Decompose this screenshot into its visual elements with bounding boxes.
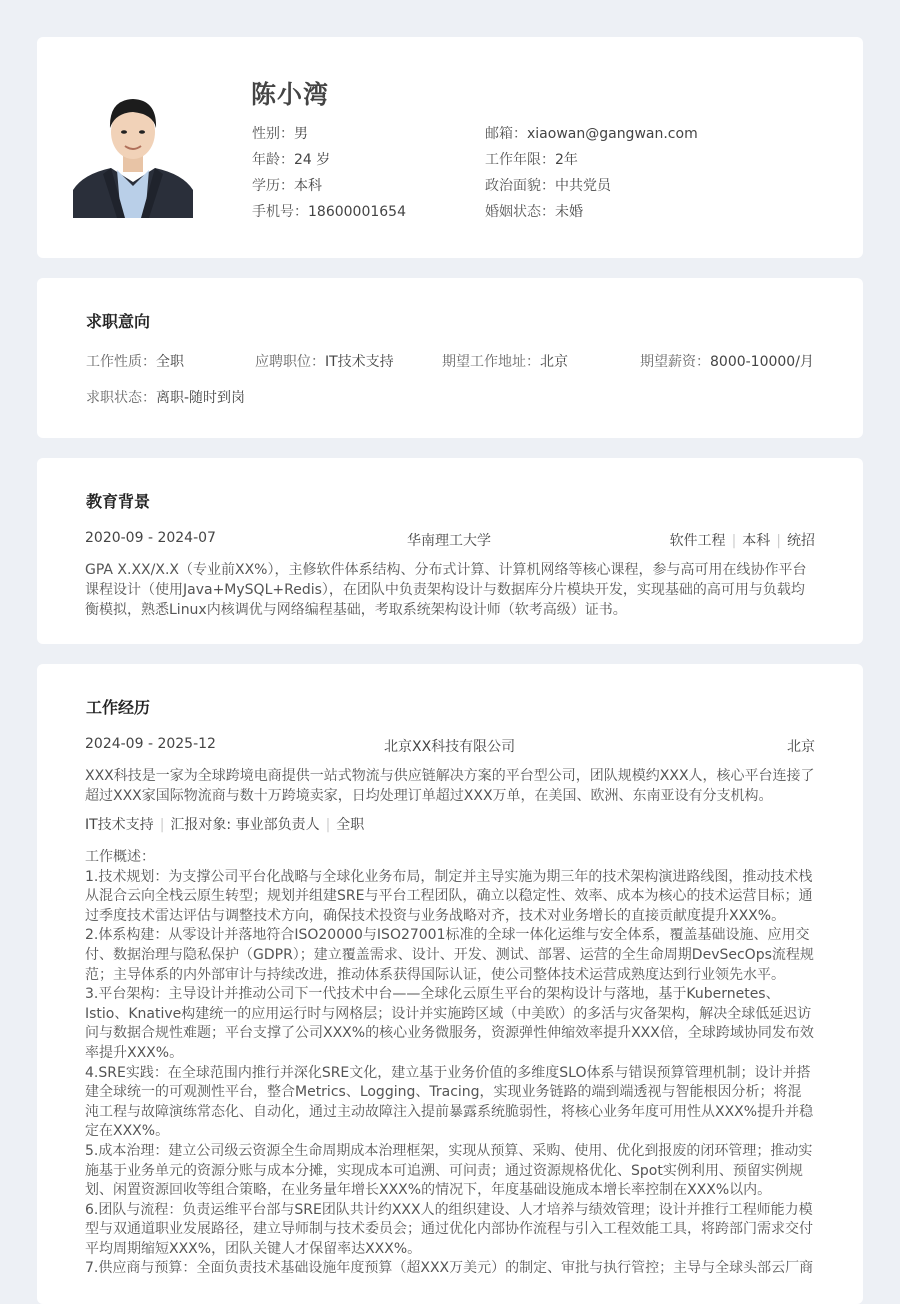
education-description: GPA X.XX/X.X（专业前XX%），主修软件体系结构、分布式计算、计算机网络等核心课程，参与高可用在线协作平台课程设计（使用Java+MySQL+Redis），在团队中负责架构设计与数据库分片模块开发，实现基础的高可用与负载均衡模拟，熟悉Linux内核调优与网络编程基础，考取系统架构设计师（软考高级）证书。 <box>85 562 807 618</box>
education-title: 教育背景 <box>86 492 151 511</box>
separator: | <box>731 533 737 549</box>
job-role: IT技术支持 <box>85 817 154 833</box>
phone-value: 18600001654 <box>308 204 406 220</box>
enrollment-type: 统招 <box>787 533 815 549</box>
separator: | <box>159 817 165 833</box>
job-intent-title: 求职意向 <box>86 312 151 331</box>
marital-label: 婚姻状态： <box>485 204 555 220</box>
marital-info <box>485 201 583 221</box>
duty-item: 4.SRE实践：在全球范围内推行并深化SRE文化，建立基于业务价值的多维度SLO体系与错误预算管理机制；设计并搭建全球统一的可观测性平台，整合Metrics、Logging、Tracing，实现业务链路的端到端透视与智能根因分析；将混沌工程与故障演练常态化、自动化，通过主动故障注入提前暴露系统脆弱性，将核心业务年度可用性从XXX%提升并稳定在XXX%。 <box>85 1064 814 1140</box>
job-type-field <box>86 351 184 371</box>
political-value: 中共党员 <box>555 178 611 194</box>
duty-item: 1.技术规划：为支撑公司平台化战略与全球化业务布局，制定并主导实施为期三年的技术架构演进路线图，推动技术栈从混合云向全栈云原生转型；规划并组建SRE与平台工程团队，确立以稳定性、效率、成本为核心的技术运营目标；通过季度技术雷达评估与调整技术方向，确保技术投资与业务战略对齐，技术对业务增长的直接贡献度提升XXX%。 <box>85 868 813 924</box>
education-level-value: 本科 <box>294 178 322 194</box>
work-experience-title: 工作经历 <box>86 698 151 717</box>
email-value: xiaowan@gangwan.com <box>527 126 698 142</box>
phone-label: 手机号： <box>252 204 308 220</box>
years-info <box>485 149 578 169</box>
school-name: 华南理工大学 <box>407 533 491 549</box>
education-card <box>37 458 863 644</box>
gender-info <box>252 123 308 143</box>
email-info <box>485 123 698 143</box>
profile-card <box>37 37 863 258</box>
job-intent-card <box>37 278 863 438</box>
report-to: 汇报对象: 事业部负责人 <box>170 817 320 833</box>
work-period: 2024-09 - 2025-12 <box>85 736 216 752</box>
work-tags <box>85 814 364 834</box>
location-field <box>442 351 568 371</box>
salary-value: 8000-10000/月 <box>710 354 814 370</box>
duty-item: 5.成本治理：建立公司级云资源全生命周期成本治理框架，实现从预算、采购、使用、优化到报废的闭环管理；推动实施基于业务单元的资源分账与成本分摊，实现成本可追溯、可问责；通过资源规格优化、Spot实例利用、预留实例规划、闲置资源回收等组合策略，在业务量年增长XXX%的情况下，年度基础设施成本增长率控制在XXX%以内。 <box>85 1142 813 1199</box>
overview-label: 工作概述： <box>85 849 155 865</box>
profile-photo <box>73 82 193 218</box>
age-value: 24 岁 <box>294 152 331 168</box>
position-value: IT技术支持 <box>325 354 394 370</box>
separator: | <box>776 533 781 549</box>
education-meta <box>670 530 815 550</box>
major: 软件工程 <box>669 533 726 549</box>
work-overview <box>85 848 815 1279</box>
email-label: 邮箱： <box>485 126 527 142</box>
candidate-name: 陈小湾 <box>251 80 330 109</box>
salary-field <box>640 351 814 371</box>
duty-item: 6.团队与流程：负责运维平台部与SRE团队共计约XXX人的组织建设、人才培养与绩效管理；设计并推行工程师能力模型与双通道职业发展路径，建立导师制与技术委员会；通过优化内部协作流程与引入工程效能工具，将跨部门需求交付平均周期缩短XXX%，团队关键人才保留率达XXX%。 <box>85 1201 813 1257</box>
job-type-label: 工作性质： <box>86 354 156 370</box>
separator: | <box>325 817 331 833</box>
years-value: 2年 <box>555 152 578 168</box>
age-info <box>252 149 330 169</box>
duty-item: 3.平台架构：主导设计并推动公司下一代技术中台——全球化云原生平台的架构设计与落地，基于Kubernetes、Istio、Knative构建统一的应用运行时与网格层；设计并实施跨区域（中美欧）的多活与灾备架构，解决全球低延迟访问与数据合规性难题；平台支撑了公司XXX%的核心业务微服务，资源弹性伸缩效率提升XXX倍，全球跨域协同发布效率提升XXX%。 <box>85 986 814 1061</box>
degree: 本科 <box>742 533 771 549</box>
job-status-value: 离职-随时到岗 <box>156 390 246 406</box>
job-status-field <box>86 387 245 407</box>
location-value: 北京 <box>540 354 568 370</box>
company-name: 北京XX科技有限公司 <box>384 739 516 755</box>
salary-label: 期望薪资： <box>640 354 710 370</box>
duty-item: 7.供应商与预算：全面负责技术基础设施年度预算（超XXX万美元）的制定、审批与执行管控；主导与全球头部云厂商 <box>85 1260 814 1277</box>
education-period: 2020-09 - 2024-07 <box>85 530 216 546</box>
political-info <box>485 175 611 195</box>
work-experience-card <box>37 664 863 1304</box>
education-level-label: 学历： <box>252 178 294 194</box>
political-label: 政治面貌： <box>485 178 555 194</box>
age-label: 年龄： <box>252 152 294 168</box>
phone-info <box>252 201 406 221</box>
position-field <box>255 351 394 371</box>
location-label: 期望工作地址： <box>442 354 540 370</box>
company-intro: XXX科技是一家为全球跨境电商提供一站式物流与供应链解决方案的平台型公司，团队规模约XXX人，核心平台连接了超过XXX家国际物流商与数十万跨境卖家，日均处理订单超过XXX万单，在美国、欧洲、东南亚设有分支机构。 <box>85 768 815 804</box>
work-city: 北京 <box>787 739 815 755</box>
position-label: 应聘职位： <box>255 354 325 370</box>
marital-value: 未婚 <box>555 204 583 220</box>
education-level-info <box>252 175 322 195</box>
job-type-value: 全职 <box>156 354 184 370</box>
job-status-label: 求职状态： <box>86 390 156 406</box>
gender-value: 男 <box>294 126 308 142</box>
duty-item: 2.体系构建：从零设计并落地符合ISO20000与ISO27001标准的全球一体化运维与安全体系，覆盖基础设施、应用交付、数据治理与隐私保护（GDPR）；建立覆盖需求、设计、开发、测试、部署、运营的全生命周期DevSecOps流程规范；主导体系的内外部审计与持续改进，推动体系获得国际认证，使公司整体技术运营成熟度达到行业领先水平。 <box>85 927 814 983</box>
gender-label: 性别： <box>252 126 294 142</box>
years-label: 工作年限： <box>485 152 555 168</box>
employment-type: 全职 <box>336 817 365 833</box>
